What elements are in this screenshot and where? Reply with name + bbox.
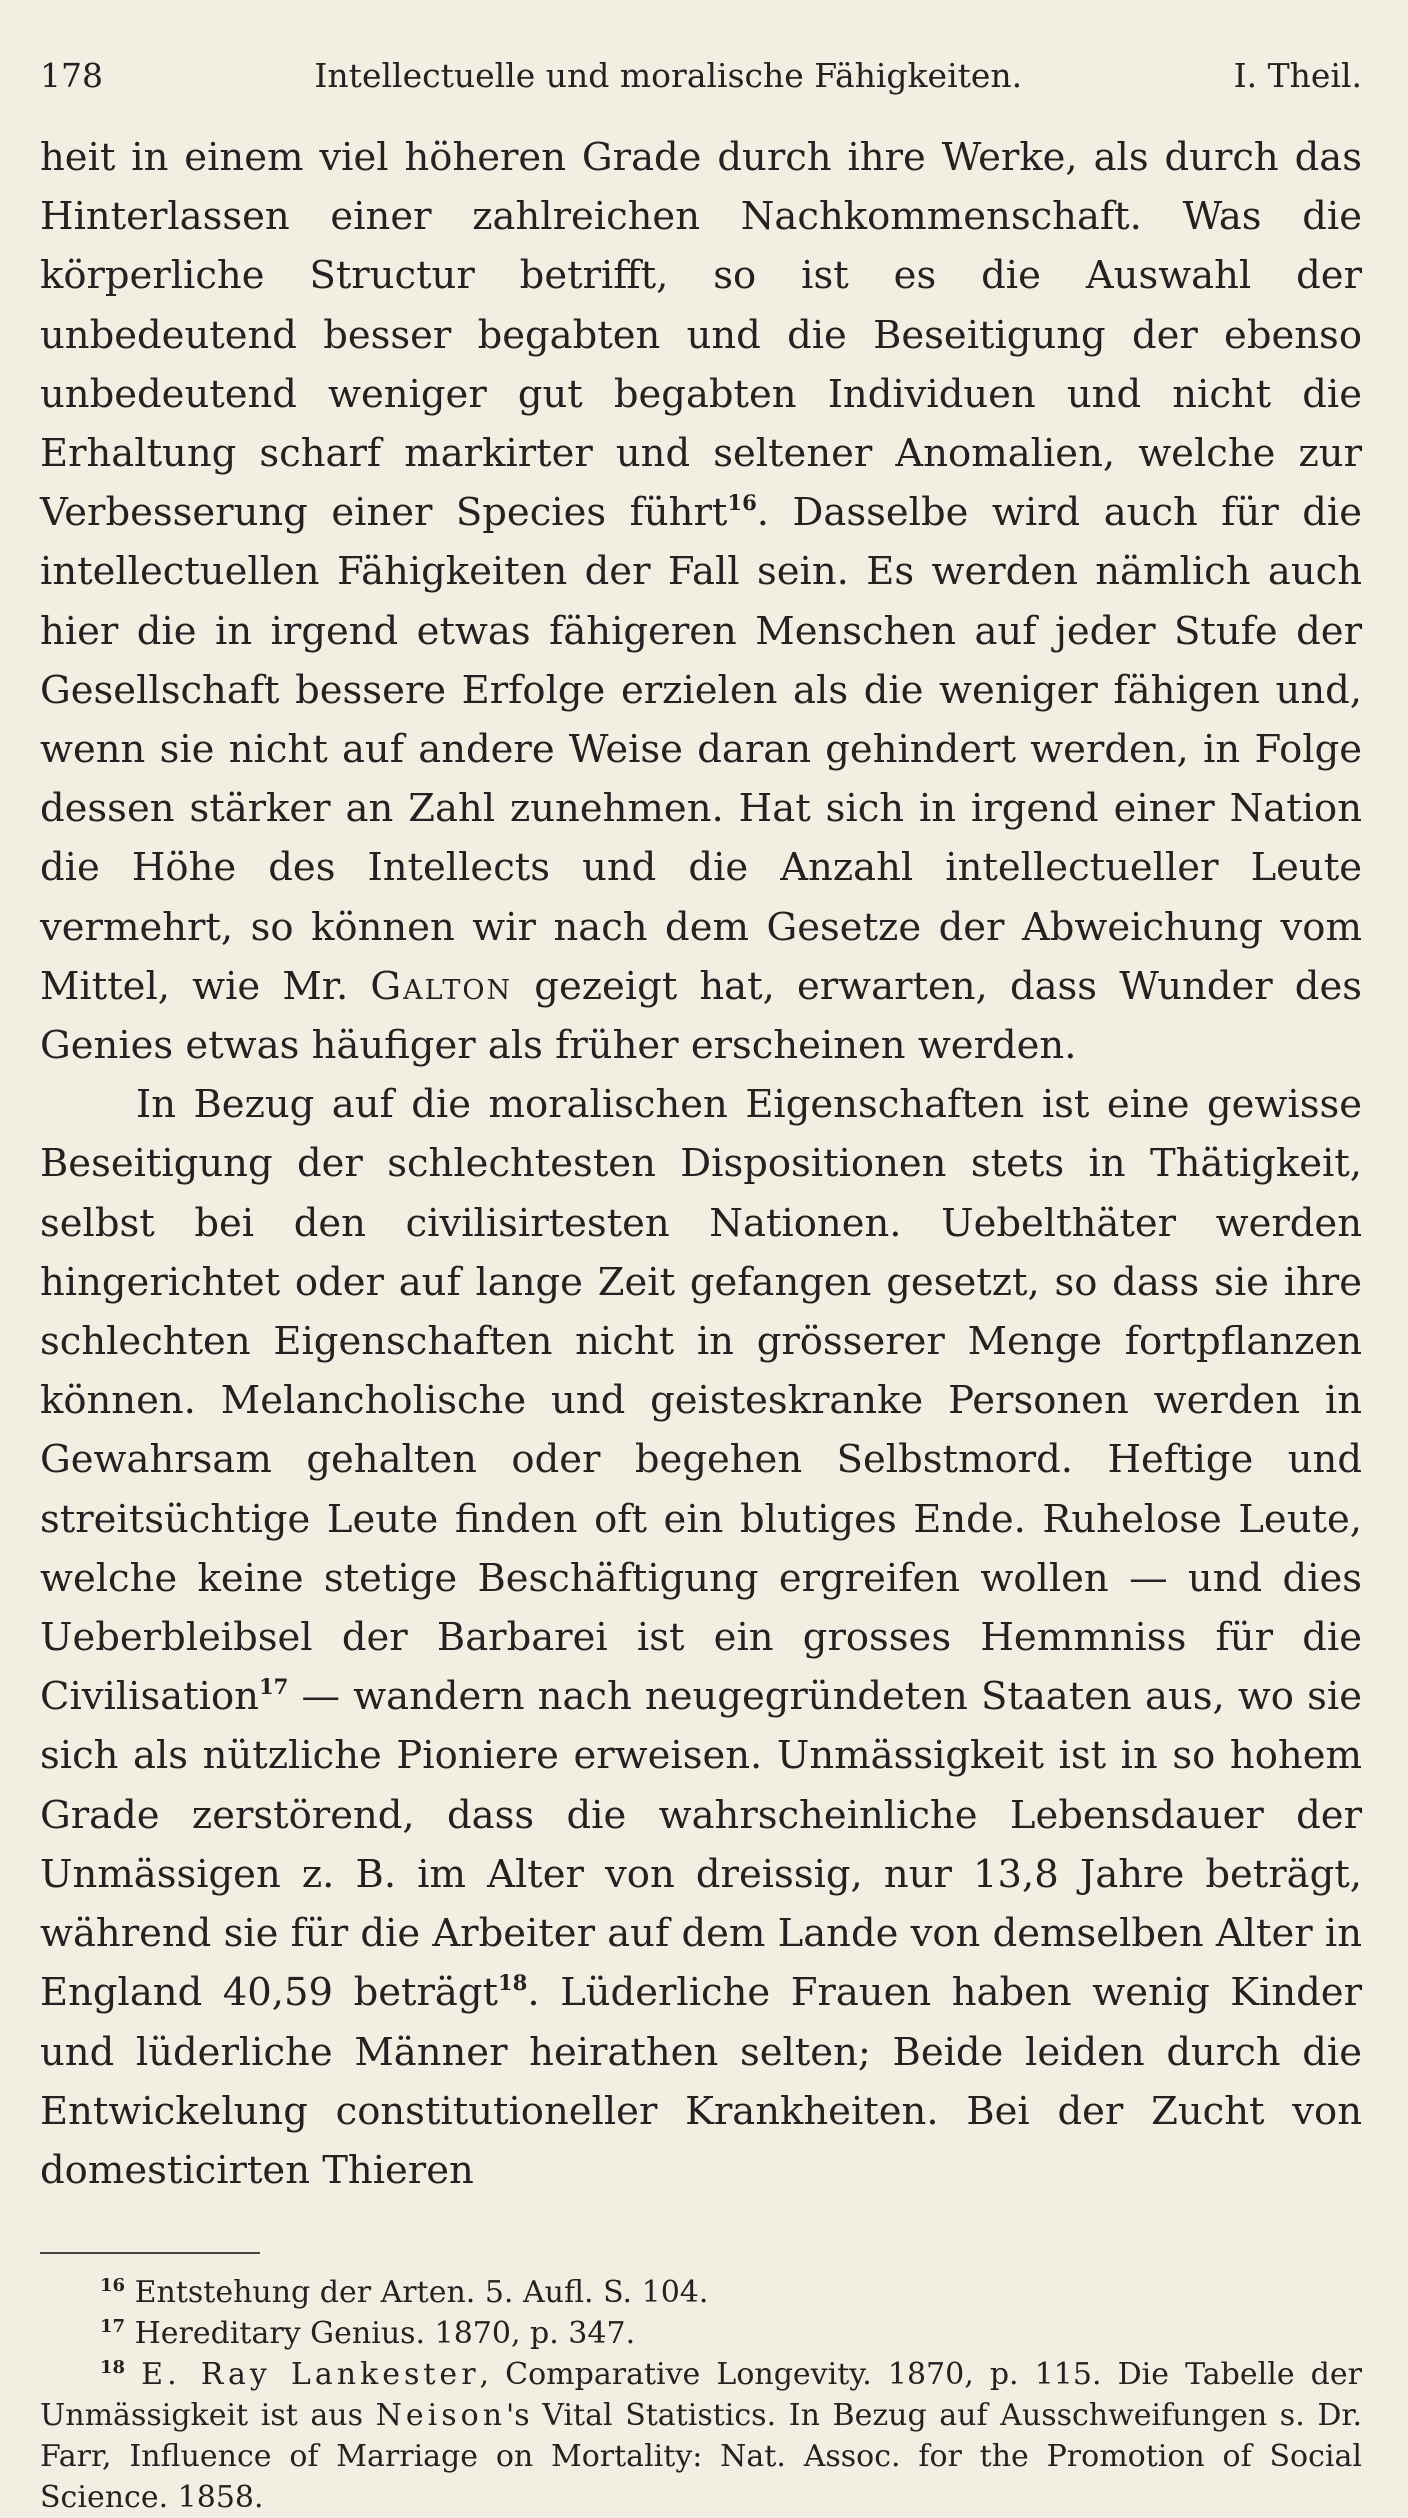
footnote-16: [40, 2272, 1362, 2313]
name-neison: Neison: [375, 2398, 507, 2434]
footnote-ref-16: 16: [727, 490, 757, 516]
footnotes: [40, 2272, 1362, 2518]
footnote-number: 17: [100, 2316, 126, 2338]
footnote-text-a: , Comparative Longevity. 1870, p. 115. Die Tabelle der Unmässigkeit ist aus: [40, 2357, 1362, 2434]
page-number: 178: [40, 56, 103, 95]
paragraph-2-text-c: . Lüderliche Frauen haben wenig Kinder und lüderliche Männer heirathen selten; Beide leiden durch die Entwickelung constitutioneller Krankheiten. Bei der Zucht von domesticirten Thieren: [40, 1970, 1362, 2193]
footnote-17: [40, 2313, 1362, 2354]
paragraph-2-text-b: — wandern nach neugegründeten Staaten aus, wo sie sich als nützliche Pioniere erweisen. Unmässigkeit ist in so hohem Grade zerstörend, dass die wahrscheinliche Lebensdauer der Unmässigen z. B. im Alter von dreissig, nur 13,8 Jahre beträgt, während sie für die Arbeiter auf dem Lande von demselben Alter in England 40,59 beträgt: [40, 1674, 1362, 2016]
footnote-text-b: 's Vital Statistics. In Bezug auf Ausschweifungen s. Dr. Farr, Influence of Marriage on Mortality: Nat. Assoc. for the Promotion of Social Science. 1858.: [40, 2398, 1362, 2516]
footnote-number: 16: [100, 2275, 126, 2297]
paragraph-1-text-a: heit in einem viel höheren Grade durch ihre Werke, als durch das Hinterlassen einer zahlreichen Nachkommenschaft. Was die körperliche Structur betrifft, so ist es die Auswahl der unbedeutend besser begabten und die Beseitigung der ebenso unbedeutend weniger gut begabten Individuen und nicht die Erhaltung scharf markirter und seltener Anomalien, welche zur Verbesserung einer Species führt: [40, 135, 1362, 536]
running-title: Intellectuelle und moralische Fähigkeiten.: [314, 56, 1023, 95]
footnote-18: [40, 2354, 1362, 2518]
part-label: I. Theil.: [1233, 56, 1362, 95]
footnote-ref-17: 17: [258, 1674, 289, 1700]
footnote-text: Hereditary Genius. 1870, p. 347.: [134, 2316, 636, 2352]
main-text: [40, 128, 1362, 2200]
paragraph-2: [40, 1075, 1362, 2200]
footnote-author: E. Ray Lankester: [141, 2357, 480, 2393]
footnote-ref-18: 18: [497, 1970, 528, 1996]
footnote-number: 18: [100, 2357, 126, 2379]
paragraph-2-text-a: In Bezug auf die moralischen Eigenschaften ist eine gewisse Beseitigung der schlechtesten Dispositionen stets in Thätigkeit, selbst bei den civilisirtesten Nationen. Uebelthäter werden hingerichtet oder auf lange Zeit gefangen gesetzt, so dass sie ihre schlechten Eigenschaften nicht in grösserer Menge fortpflanzen können. Melancholische und geisteskranke Personen werden in Gewahrsam gehalten oder begehen Selbstmord. Heftige und streitsüchtige Leute finden oft ein blutiges Ende. Ruhelose Leute, welche keine stetige Beschäftigung ergreifen wollen — und dies Ueberbleibsel der Barbarei ist ein grosses Hemmniss für die Civilisation: [40, 1082, 1362, 1720]
paragraph-1: [40, 128, 1362, 1075]
name-galton: Galton: [370, 963, 513, 1009]
paragraph-1-text-b: . Dasselbe wird auch für die intellectuellen Fähigkeiten der Fall sein. Es werden nämlich auch hier die in irgend etwas fähigeren Menschen auf jeder Stufe der Gesellschaft bessere Erfolge erzielen als die weniger fähigen und, wenn sie nicht auf andere Weise daran gehindert werden, in Folge dessen stärker an Zahl zunehmen. Hat sich in irgend einer Nation die Höhe des Intellects und die Anzahl intellectueller Leute vermehrt, so können wir nach dem Gesetze der Abweichung vom Mittel, wie Mr.: [40, 490, 1362, 1009]
footnote-text: Entstehung der Arten. 5. Aufl. S. 104.: [134, 2275, 709, 2311]
running-header: [40, 56, 1362, 96]
paragraph-1-text-c: gezeigt hat, erwarten, dass Wunder des Genies etwas häufiger als früher erscheinen werden.: [40, 963, 1362, 1069]
footnote-divider: [40, 2252, 260, 2254]
